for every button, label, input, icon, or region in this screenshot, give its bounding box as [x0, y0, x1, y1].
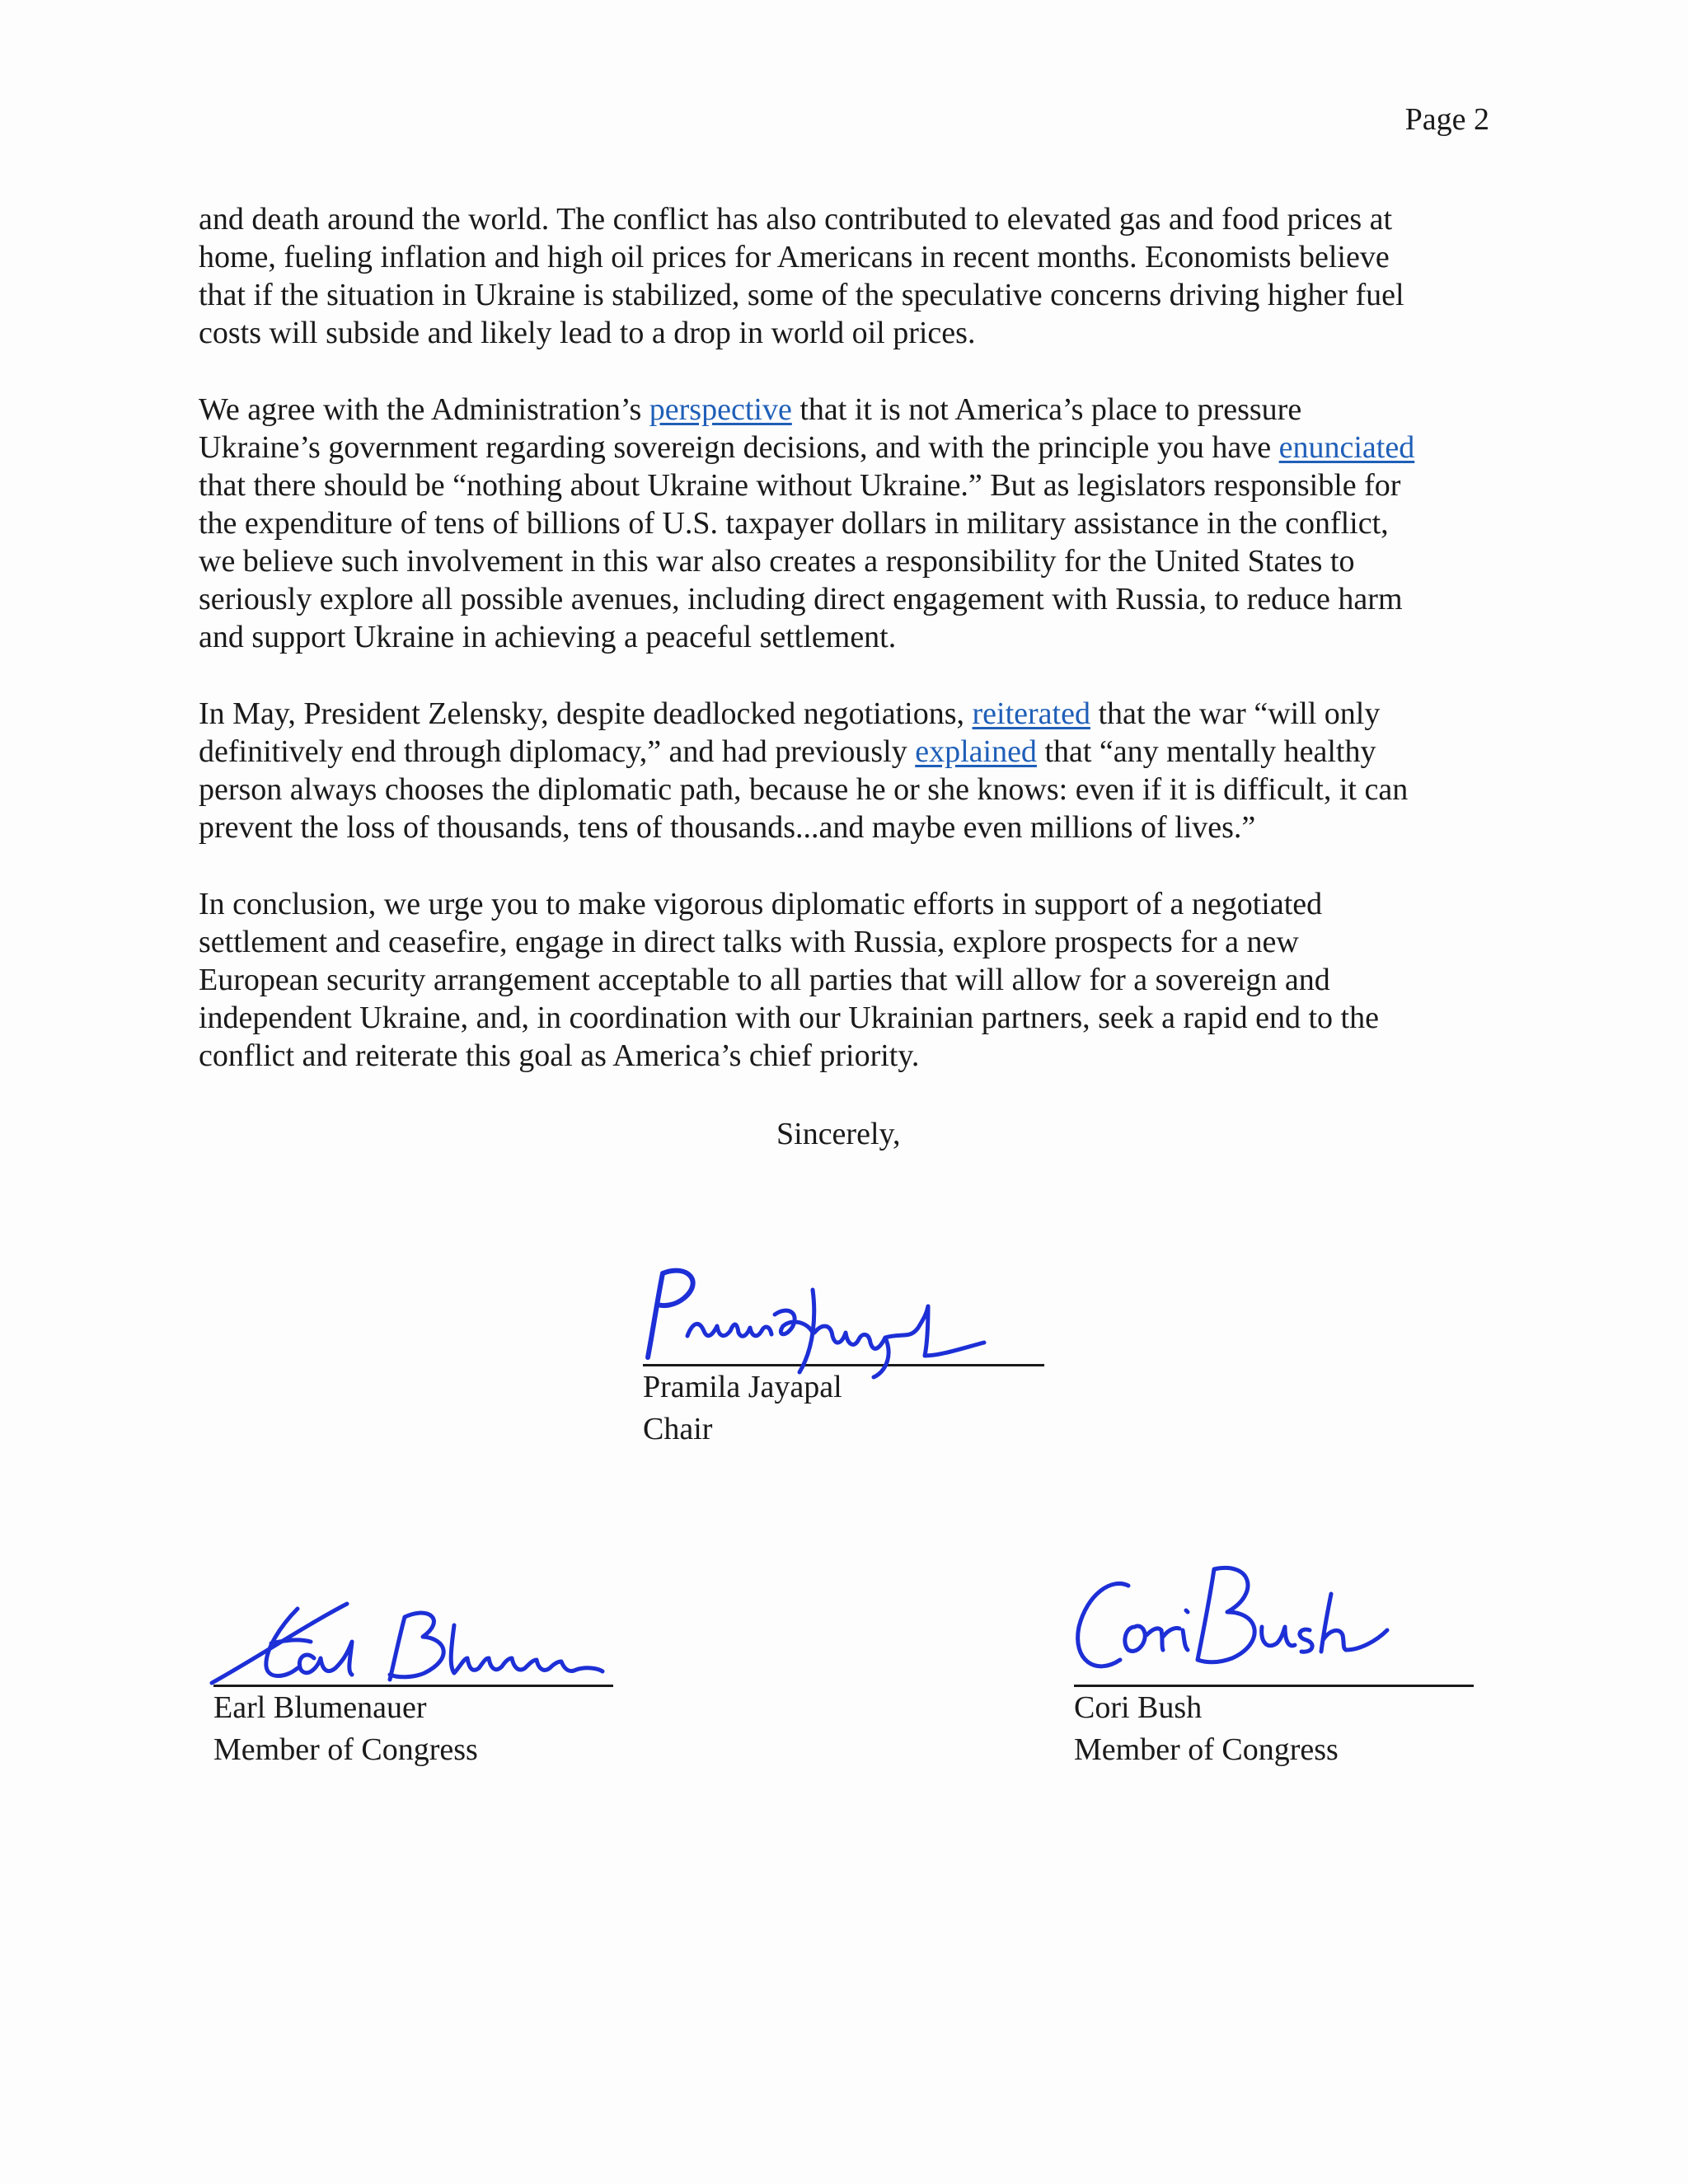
signature-block-bush [1074, 1685, 1474, 1771]
body-paragraph [199, 391, 1501, 656]
text-segment: In conclusion, we urge you to make vigorous diplomatic efforts in support of a negotiated [199, 887, 1323, 921]
signature-block-jayapal [643, 1364, 1044, 1451]
body-paragraph [199, 695, 1501, 846]
link-explained[interactable]: explained [915, 734, 1037, 769]
text-line [199, 923, 1501, 961]
signature-jayapal-image [638, 1257, 1017, 1380]
text-segment: that the war “will only [1090, 696, 1381, 731]
text-segment: prevent the loss of thousands, tens of thousands...and maybe even millions of lives.” [199, 810, 1256, 845]
text-line [199, 276, 1501, 314]
text-segment: independent Ukraine, and, in coordination with our Ukrainian partners, seek a rapid end to the [199, 1001, 1379, 1035]
page-number: Page 2 [1404, 102, 1489, 137]
signatory-title-blumenauer: Member of Congress [213, 1732, 478, 1767]
link-reiterated[interactable]: reiterated [972, 696, 1090, 731]
text-line [199, 1037, 1501, 1075]
signature-blumenauer-image [207, 1592, 619, 1699]
body-paragraph [199, 200, 1501, 352]
text-line [199, 391, 1501, 429]
text-line [199, 429, 1501, 466]
text-line [199, 618, 1501, 656]
body-paragraph [199, 885, 1501, 1075]
text-line [199, 580, 1501, 618]
text-line [199, 314, 1501, 352]
text-segment: Ukraine’s government regarding sovereign decisions, and with the principle you have [199, 430, 1279, 465]
signatory-title-jayapal: Chair [643, 1412, 713, 1446]
letter-body [199, 200, 1501, 1113]
text-segment: person always chooses the diplomatic path, because he or she knows: even if it is difficult, it can [199, 772, 1409, 807]
text-line [199, 885, 1501, 923]
text-segment: In May, President Zelensky, despite deadlocked negotiations, [199, 696, 973, 731]
signature-block-blumenauer [213, 1685, 613, 1771]
text-line [199, 961, 1501, 999]
text-line [199, 200, 1501, 238]
text-line [199, 542, 1501, 580]
text-line [199, 808, 1501, 846]
text-segment: European security arrangement acceptable to all parties that will allow for a sovereign and [199, 963, 1330, 997]
text-line [199, 466, 1501, 504]
text-segment: We agree with the Administration’s [199, 392, 649, 427]
text-segment: seriously explore all possible avenues, including direct engagement with Russia, to reduce harm [199, 582, 1403, 616]
text-segment: and support Ukraine in achieving a peaceful settlement. [199, 620, 897, 654]
signature-bush-image [1071, 1561, 1417, 1685]
text-line [199, 733, 1501, 771]
text-segment: costs will subside and likely lead to a drop in world oil prices. [199, 316, 976, 350]
text-segment: that it is not America’s place to pressure [791, 392, 1302, 427]
text-segment: conflict and reiterate this goal as America’s chief priority. [199, 1038, 920, 1073]
text-segment: the expenditure of tens of billions of U.S. taxpayer dollars in military assistance in the conflict, [199, 506, 1389, 541]
text-segment: home, fueling inflation and high oil prices for Americans in recent months. Economists believe [199, 240, 1390, 274]
text-segment: that there should be “nothing about Ukraine without Ukraine.” But as legislators responsible for [199, 468, 1401, 503]
link-perspective[interactable]: perspective [649, 392, 792, 427]
text-segment: definitively end through diplomacy,” and had previously [199, 734, 916, 769]
closing-salutation: Sincerely, [776, 1117, 901, 1151]
signatory-title-bush: Member of Congress [1074, 1732, 1339, 1767]
text-line [199, 999, 1501, 1037]
text-line [199, 695, 1501, 733]
signatory-name-jayapal: Pramila Jayapal [643, 1370, 842, 1404]
link-enunciated[interactable]: enunciated [1278, 430, 1415, 465]
text-segment: settlement and ceasefire, engage in direct talks with Russia, explore prospects for a new [199, 925, 1299, 959]
signatory-name-bush: Cori Bush [1074, 1690, 1203, 1725]
text-line [199, 238, 1501, 276]
text-line [199, 771, 1501, 808]
text-segment: we believe such involvement in this war also creates a responsibility for the United States to [199, 544, 1355, 579]
signatory-name-blumenauer: Earl Blumenauer [213, 1690, 427, 1725]
text-segment: and death around the world. The conflict has also contributed to elevated gas and food prices at [199, 202, 1393, 237]
text-segment: that “any mentally healthy [1036, 734, 1376, 769]
text-segment: that if the situation in Ukraine is stabilized, some of the speculative concerns driving higher fuel [199, 278, 1404, 312]
text-line [199, 504, 1501, 542]
